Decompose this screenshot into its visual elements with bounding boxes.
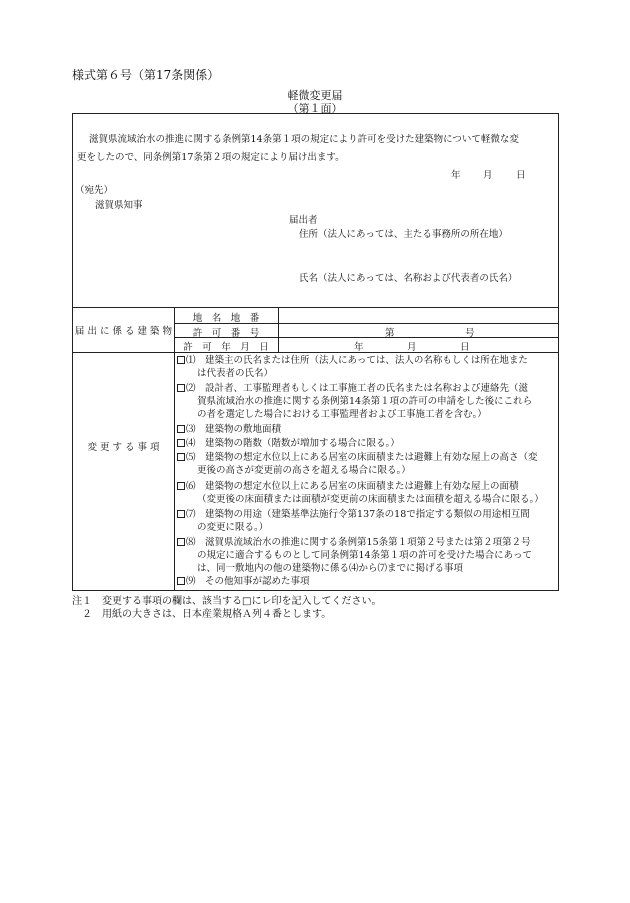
document-title: 軽微変更届: [287, 89, 343, 102]
permit-date-year[interactable]: 年: [354, 342, 364, 353]
change-item: ⑹ 建築物の想定水位以上にある居室の床面積または避難上有効な屋上の面積 （変更後の床面積または面積が変更前の床面積または面積を超える場合に限る。）: [177, 480, 544, 506]
change-item: ⑻ 滋賀県流域治水の推進に関する条例第15条第１項第２号または第２項第２号 の規定に適合するものとして同条例第14条第１項の許可を受けた場合にあって は、同一敷地内の他の建築物に係る⑷から⑺までに掲げる事項: [177, 536, 532, 575]
name-field-label[interactable]: 氏名（法人にあっては、名称および代表者の氏名）: [299, 273, 518, 284]
applicant-label: 届出者: [289, 215, 318, 226]
change-item: ⑵ 設計者、工事監理者もしくは工事施工者の氏名または名称および連絡先（滋 賀県流域治水の推進に関する条例第14条第１項の許可の申請をした後にこれら の者を選定した場合における工事監理者および工事施工者を含む。）: [177, 382, 532, 421]
permit-date-label: 許 可 年 月 日: [183, 342, 269, 353]
lot-number-label: 地 名 地 番: [192, 313, 260, 324]
statement-line-2: 更をしたので、同条例第17条第２項の規定により届け出ます。: [77, 152, 345, 163]
addressee-prefix: （宛先）: [75, 185, 114, 196]
checkbox[interactable]: [177, 538, 185, 546]
permit-number-label: 許 可 番 号: [192, 328, 260, 339]
date-day-label[interactable]: 日: [516, 170, 526, 181]
changes-section-label: 変 更 す る 事 項: [87, 442, 160, 453]
checkbox[interactable]: [177, 482, 185, 490]
permit-number-prefix[interactable]: 第: [385, 328, 395, 339]
section-divider: [73, 307, 558, 308]
date-year-label[interactable]: 年: [451, 170, 461, 181]
permit-date-month[interactable]: 月: [407, 342, 417, 353]
change-item: ⑷ 建築物の階数（階数が増加する場合に限る。）: [177, 437, 400, 450]
date-month-label[interactable]: 月: [483, 170, 493, 181]
change-item: ⑺ 建築物の用途（建築基準法施行令第137条の18で指定する類似の用途相互間 の変更に限る。）: [177, 508, 530, 534]
checkbox[interactable]: [177, 384, 185, 392]
checkbox[interactable]: [177, 577, 185, 585]
checkbox[interactable]: [177, 453, 185, 461]
checkbox[interactable]: [177, 510, 185, 518]
address-field-label[interactable]: 住所（法人にあっては、主たる事務所の所在地）: [299, 229, 508, 240]
checkbox[interactable]: [177, 439, 185, 447]
notes: [72, 595, 381, 621]
section-divider: [73, 352, 558, 353]
column-divider: [278, 307, 279, 352]
permit-date-day[interactable]: 日: [460, 342, 470, 353]
change-item: ⑸ 建築物の想定水位以上にある居室の床面積または避難上有効な屋上の高さ（変 更後の高さが変更前の高さを超える場合に限る。）: [177, 451, 538, 477]
form-frame: [72, 113, 559, 591]
checkbox[interactable]: [177, 425, 185, 433]
checkbox[interactable]: [177, 356, 185, 364]
statement-line-1: 滋賀県流域治水の推進に関する条例第14条第１項の規定により許可を受けた建築物について軽微な変: [89, 134, 519, 145]
form-number-label: 様式第６号（第17条関係）: [72, 68, 220, 82]
change-item: ⑼ その他知事が認めた事項: [177, 575, 310, 588]
note-2: ２ 用紙の大きさは、日本産業規格Ａ列４番とします。: [72, 609, 332, 620]
building-section-label: 届 出 に 係 る 建 築 物: [74, 326, 173, 337]
change-item: ⑶ 建築物の敷地面積: [177, 423, 281, 436]
page-indicator: （第１面）: [287, 102, 343, 115]
change-item: ⑴ 建築主の氏名または住所（法人にあっては、法人の名称もしくは所在地また は代表者の氏名）: [177, 354, 528, 380]
note-1: 注１ 変更する事項の欄は、該当する□にレ印を記入してください。: [72, 596, 382, 607]
addressee-name: 滋賀県知事: [95, 200, 143, 211]
permit-number-suffix[interactable]: 号: [465, 328, 475, 339]
